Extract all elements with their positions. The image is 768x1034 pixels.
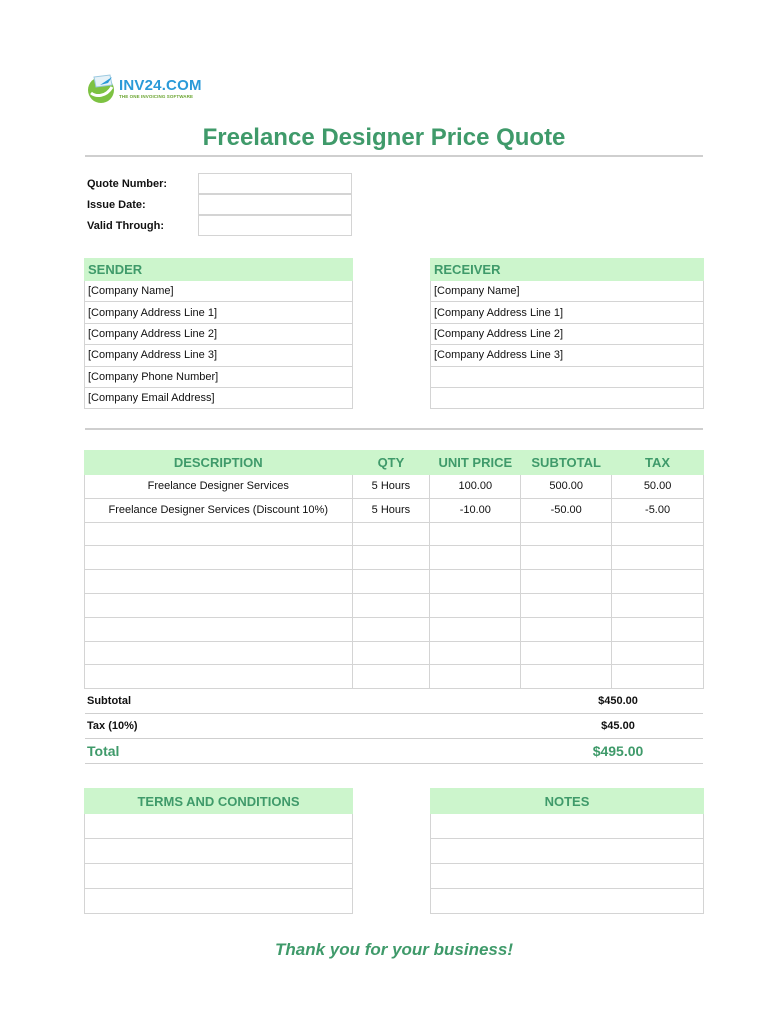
item-subtotal[interactable] <box>521 665 612 689</box>
totals-divider <box>85 763 703 764</box>
item-tax[interactable] <box>612 593 704 617</box>
logo-brand: INV24.COM <box>119 77 202 94</box>
page-title: Freelance Designer Price Quote <box>202 124 566 151</box>
issue-date-label: Issue Date: <box>87 199 146 211</box>
item-subtotal[interactable] <box>521 522 612 546</box>
item-description[interactable]: Freelance Designer Services (Discount 10%) <box>85 498 353 522</box>
item-qty[interactable] <box>352 522 430 546</box>
notes-line[interactable] <box>431 864 704 889</box>
receiver-line[interactable]: [Company Address Line 2] <box>431 323 704 344</box>
sender-line[interactable]: [Company Address Line 3] <box>85 345 353 366</box>
item-qty[interactable]: 5 Hours <box>352 475 430 499</box>
table-row <box>85 593 704 617</box>
table-row <box>85 475 704 499</box>
table-row <box>85 665 704 689</box>
receiver-table <box>430 258 704 409</box>
notes-line[interactable] <box>431 814 704 839</box>
sender-line[interactable]: [Company Address Line 2] <box>85 323 353 344</box>
tax-value: $45.00 <box>601 720 635 732</box>
item-tax[interactable] <box>612 665 704 689</box>
item-unit-price[interactable] <box>430 570 521 594</box>
totals-divider <box>85 738 703 739</box>
item-unit-price[interactable] <box>430 522 521 546</box>
receiver-line[interactable]: [Company Address Line 1] <box>431 302 704 323</box>
item-tax[interactable] <box>612 641 704 665</box>
section-divider <box>85 428 703 430</box>
notes-table <box>430 788 704 914</box>
table-row <box>85 546 704 570</box>
item-description[interactable] <box>85 570 353 594</box>
terms-line[interactable] <box>85 889 353 914</box>
table-row <box>85 522 704 546</box>
sender-table <box>84 258 353 409</box>
issue-date-field[interactable] <box>198 194 352 215</box>
item-tax[interactable] <box>612 570 704 594</box>
terms-line[interactable] <box>85 814 353 839</box>
terms-line[interactable] <box>85 864 353 889</box>
item-description[interactable]: Freelance Designer Services <box>85 475 353 499</box>
total-value: $495.00 <box>592 743 644 759</box>
receiver-line[interactable]: [Company Name] <box>431 281 704 302</box>
item-qty[interactable] <box>352 617 430 641</box>
item-subtotal[interactable]: 500.00 <box>521 475 612 499</box>
terms-line[interactable] <box>85 839 353 864</box>
item-description[interactable] <box>85 617 353 641</box>
totals-divider <box>85 713 703 714</box>
item-subtotal[interactable] <box>521 641 612 665</box>
item-qty[interactable] <box>352 593 430 617</box>
table-row <box>85 641 704 665</box>
quote-number-field[interactable] <box>198 173 352 194</box>
table-row <box>85 498 704 522</box>
notes-line[interactable] <box>431 839 704 864</box>
subtotal-label: Subtotal <box>87 695 131 707</box>
col-subtotal-header: SUBTOTAL <box>521 451 612 475</box>
item-unit-price[interactable]: 100.00 <box>430 475 521 499</box>
notes-heading: NOTES <box>431 789 704 814</box>
item-tax[interactable] <box>612 617 704 641</box>
sender-line[interactable]: [Company Email Address] <box>85 387 353 408</box>
logo-tagline: THE ONE INVOICING SOFTWARE <box>119 94 194 99</box>
col-unit-price-header: UNIT PRICE <box>430 451 521 475</box>
logo-icon <box>86 71 118 105</box>
item-qty[interactable] <box>352 570 430 594</box>
item-tax[interactable] <box>612 522 704 546</box>
receiver-line[interactable]: [Company Address Line 3] <box>431 345 704 366</box>
thank-you-message: Thank you for your business! <box>274 940 514 959</box>
item-description[interactable] <box>85 522 353 546</box>
subtotal-value: $450.00 <box>598 695 638 707</box>
terms-table <box>84 788 353 914</box>
col-qty-header: QTY <box>352 451 430 475</box>
item-qty[interactable] <box>352 641 430 665</box>
item-subtotal[interactable] <box>521 570 612 594</box>
tax-label: Tax (10%) <box>87 720 138 732</box>
item-subtotal[interactable] <box>521 617 612 641</box>
title-divider <box>85 155 703 157</box>
total-label: Total <box>87 743 120 759</box>
item-unit-price[interactable] <box>430 665 521 689</box>
sender-line[interactable]: [Company Phone Number] <box>85 366 353 387</box>
items-table <box>84 450 704 689</box>
item-unit-price[interactable] <box>430 641 521 665</box>
receiver-line[interactable] <box>431 387 704 408</box>
sender-line[interactable]: [Company Address Line 1] <box>85 302 353 323</box>
item-tax[interactable] <box>612 546 704 570</box>
valid-through-label: Valid Through: <box>87 220 164 232</box>
table-row <box>85 570 704 594</box>
item-qty[interactable] <box>352 546 430 570</box>
valid-through-field[interactable] <box>198 215 352 236</box>
item-description[interactable] <box>85 641 353 665</box>
col-description-header: DESCRIPTION <box>85 451 353 475</box>
table-row <box>85 617 704 641</box>
item-description[interactable] <box>85 546 353 570</box>
item-subtotal[interactable]: -50.00 <box>521 498 612 522</box>
terms-heading: TERMS AND CONDITIONS <box>85 789 353 814</box>
item-qty[interactable] <box>352 665 430 689</box>
item-qty[interactable]: 5 Hours <box>352 498 430 522</box>
item-tax[interactable]: 50.00 <box>612 475 704 499</box>
item-subtotal[interactable] <box>521 593 612 617</box>
receiver-line[interactable] <box>431 366 704 387</box>
receiver-heading: RECEIVER <box>431 259 704 281</box>
item-unit-price[interactable]: -10.00 <box>430 498 521 522</box>
item-description[interactable] <box>85 665 353 689</box>
item-unit-price[interactable] <box>430 593 521 617</box>
col-tax-header: TAX <box>612 451 704 475</box>
item-unit-price[interactable] <box>430 546 521 570</box>
item-description[interactable] <box>85 593 353 617</box>
sender-heading: SENDER <box>85 259 353 281</box>
item-subtotal[interactable] <box>521 546 612 570</box>
item-tax[interactable]: -5.00 <box>612 498 704 522</box>
sender-line[interactable]: [Company Name] <box>85 281 353 302</box>
item-unit-price[interactable] <box>430 617 521 641</box>
notes-line[interactable] <box>431 889 704 914</box>
quote-number-label: Quote Number: <box>87 178 168 190</box>
